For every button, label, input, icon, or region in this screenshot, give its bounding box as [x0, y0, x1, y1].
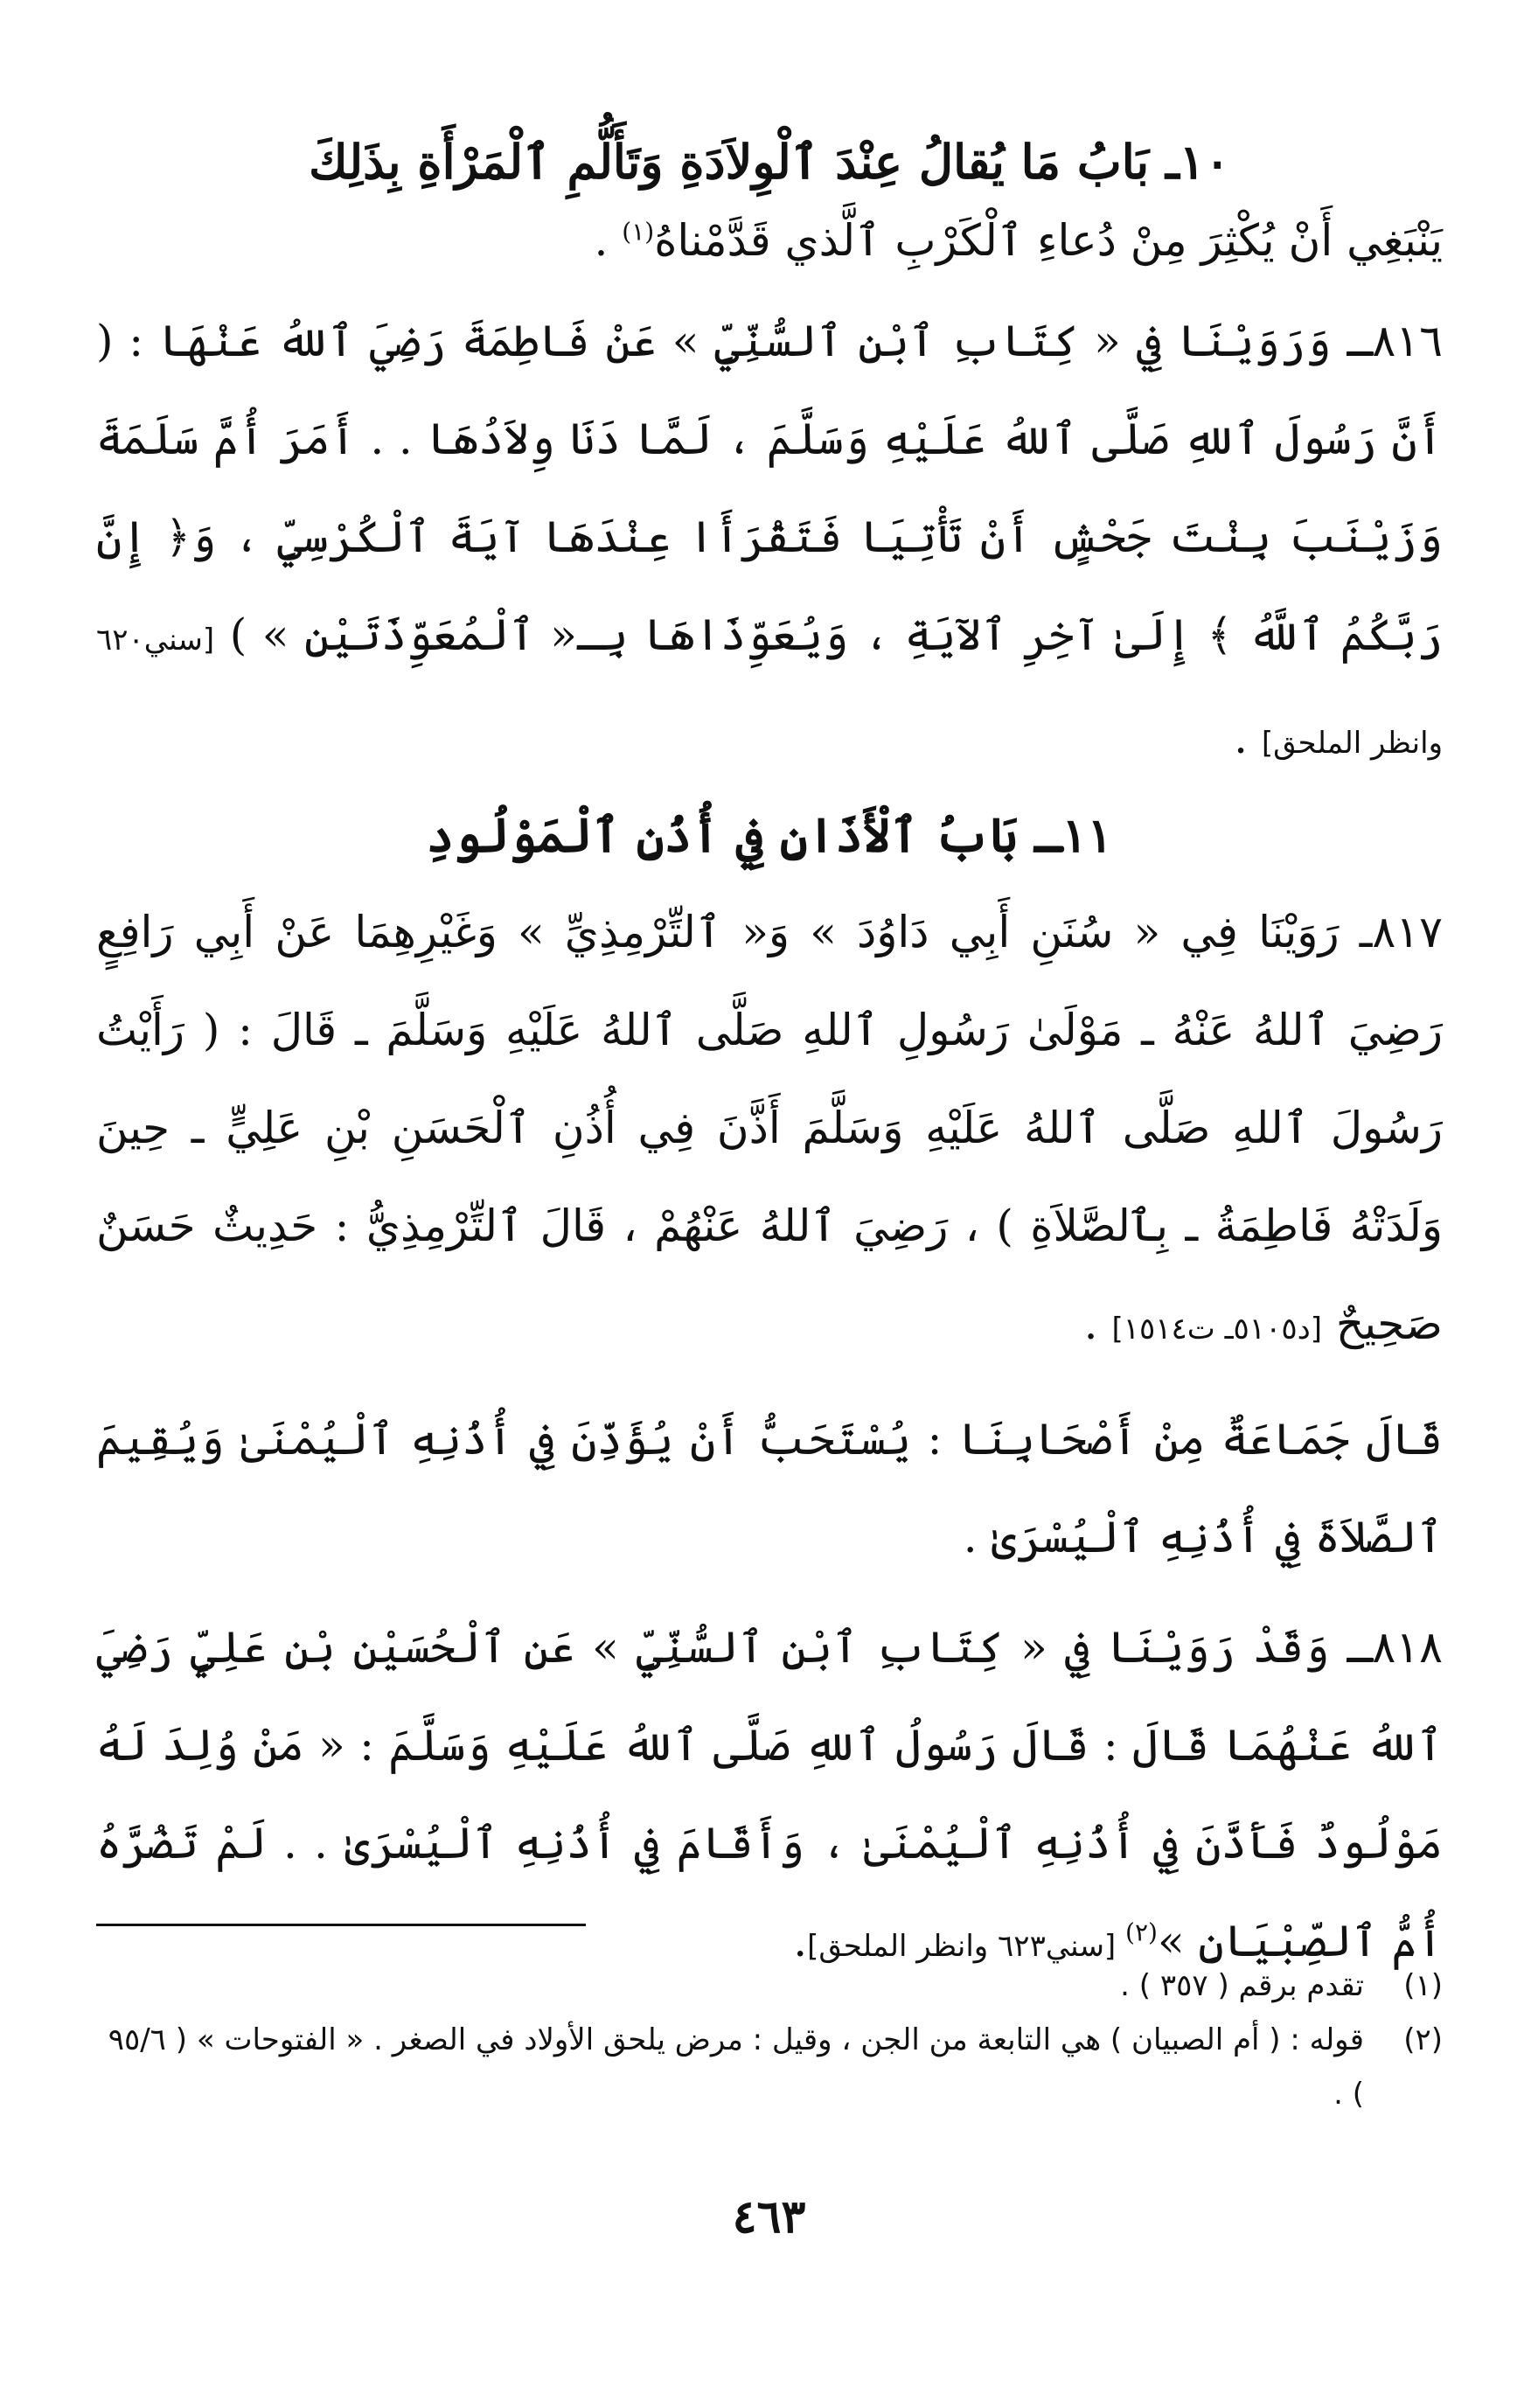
footnote-label: (٢)	[1403, 2022, 1443, 2057]
hadith-817-end: .	[1083, 1298, 1112, 1350]
footnote-text: قوله : ( أم الصبيان ) هي التابعة من الجن ، وقيل : مرض يلحق الأولاد في الصغر . « الفتوحات » ( ٩٥/٦ ) .	[108, 2022, 1364, 2112]
hadith-816-end: .	[1234, 713, 1262, 764]
hadith-816-text: وَرَوَيْنَا فِي « كِتَابِ ٱبْنِ ٱلسُّنِّيِّ » عَنْ فَاطِمَةَ رَضِيَ ٱللهُ عَنْهَا : ( أَنَّ رَسُولَ ٱللهِ صَلَّى ٱللهُ عَلَيْهِ وَسَلَّمَ ، لَمَّا دَنَا وِلاَدُهَا . . أَمَرَ أُمَّ سَلَمَةَ وَزَيْنَبَ بِنْتَ جَحْشٍ أَنْ تَأْتِيَا فَتَقْرَأَا عِنْدَهَا آيَةَ ٱلْكُرْسِيِّ ، وَ﴿ إِنَّ رَبَّكُمُ ٱللَّهُ ﴾ إِلَىٰ آخِرِ ٱلآيَةِ ، وَيُعَوِّذَاهَا بِـ« ٱلْمُعَوِّذَتَيْنِ » )	[96, 316, 1443, 661]
hadith-818-text: وَقَدْ رَوَيْنَا فِي « كِتَابِ ٱبْنِ ٱلسُّنِّيِّ » عَنِ ٱلْحُسَيْنِ بْنِ عَلِيٍّ رَضِيَ ٱللهُ عَنْهُمَا قَالَ : قَالَ رَسُولُ ٱللهِ صَلَّى ٱللهُ عَلَيْهِ وَسَلَّمَ : « مَنْ وُلِدَ لَهُ مَوْلُودٌ فَأَذَّنَ فِي أُذُنِهِ ٱلْيُمْنَىٰ ، وَأَقَامَ فِي أُذُنِهِ ٱلْيُسْرَىٰ . . لَمْ تَضُرَّهُ أُمُّ ٱلصِّبْيَانِ »	[96, 1622, 1443, 1967]
hadith-818-end: .	[793, 1916, 808, 1967]
page-number: ٤٦٣	[732, 2190, 806, 2244]
hadith-818	[96, 1598, 1443, 1995]
chapter-11-heading: ١١ـ بَابُ ٱلْأَذَانِ فِي أُذُنِ ٱلْمَوْلُودِ	[426, 807, 1113, 864]
footnotes	[96, 1959, 1443, 2121]
hadith-817-text: رَوَيْنَا فِي « سُنَنِ أَبِي دَاوُدَ » وَ« ٱلتِّرْمِذِيِّ » وَغَيْرِهِمَا عَنْ أَبِي رَافِعٍ رَضِيَ ٱللهُ عَنْهُ ـ مَوْلَىٰ رَسُولِ ٱللهِ صَلَّى ٱللهُ عَلَيْهِ وَسَلَّمَ ـ قَالَ : ( رَأَيْتُ رَسُولَ ٱللهِ صَلَّى ٱللهُ عَلَيْهِ وَسَلَّمَ أَذَّنَ فِي أُذُنِ ٱلْحَسَنِ بْنِ عَلِيٍّ ـ حِينَ وَلَدَتْهُ فَاطِمَةُ ـ بِٱلصَّلاَةِ ) ، رَضِيَ ٱللهُ عَنْهُمْ ، قَالَ ٱلتِّرْمِذِيُّ : حَدِيثٌ حَسَنٌ صَحِيحٌ	[96, 907, 1444, 1350]
footnote-ref-2[interactable]: (٢)	[1125, 1917, 1158, 1947]
hadith-number-818: ٨١٨ـ	[1347, 1622, 1443, 1674]
footnote-2	[96, 2013, 1443, 2121]
footnote-text: تقدم برقم ( ٣٥٧ ) .	[1120, 1968, 1364, 2003]
hadith-816-source: [سني٦٢٠ وانظر الملحق]	[96, 623, 1443, 762]
chapter-10-intro-text: يَنْبَغِي أَنْ يُكْثِرَ مِنْ دُعاءِ ٱلْكَرْبِ ٱلَّذي قَدَّمْناهُ	[654, 215, 1443, 267]
chapter-10-intro-end: .	[594, 215, 623, 267]
chapter-10-heading: ١٠ـ بَابُ مَا يُقالُ عِنْدَ ٱلْوِلاَدَةِ وَتَأَلُّمِ ٱلْمَرْأَةِ بِذَلِكَ	[309, 134, 1230, 190]
hadith-number-816: ٨١٦ـ	[1347, 316, 1443, 367]
chapter-10-intro	[96, 210, 1443, 271]
footnote-divider	[96, 1924, 586, 1926]
footnote-ref-1[interactable]: (١)	[622, 217, 655, 247]
hadith-816	[96, 292, 1443, 792]
footnote-1	[96, 1959, 1443, 2013]
footnote-label: (١)	[1403, 1968, 1443, 2003]
hadith-817	[96, 883, 1443, 1378]
ashab-paragraph: قَالَ جَمَاعَةٌ مِنْ أَصْحَابِنَا : يُسْتَحَبُّ أَنْ يُؤَذِّنَ فِي أُذُنِهِ ٱلْيُمْنَىٰ وَيُقِيمَ ٱلصَّلاَةَ فِي أُذُنِهِ ٱلْيُسْرَىٰ .	[96, 1414, 1443, 1563]
hadith-817-source: [د٥١٠٥ـ ت١٥١٤]	[1111, 1312, 1322, 1347]
hadith-818-source: [سني٦٢٣ وانظر الملحق]	[807, 1929, 1126, 1965]
page-body	[96, 131, 1443, 2008]
hadith-number-817: ٨١٧ـ	[1359, 907, 1443, 958]
